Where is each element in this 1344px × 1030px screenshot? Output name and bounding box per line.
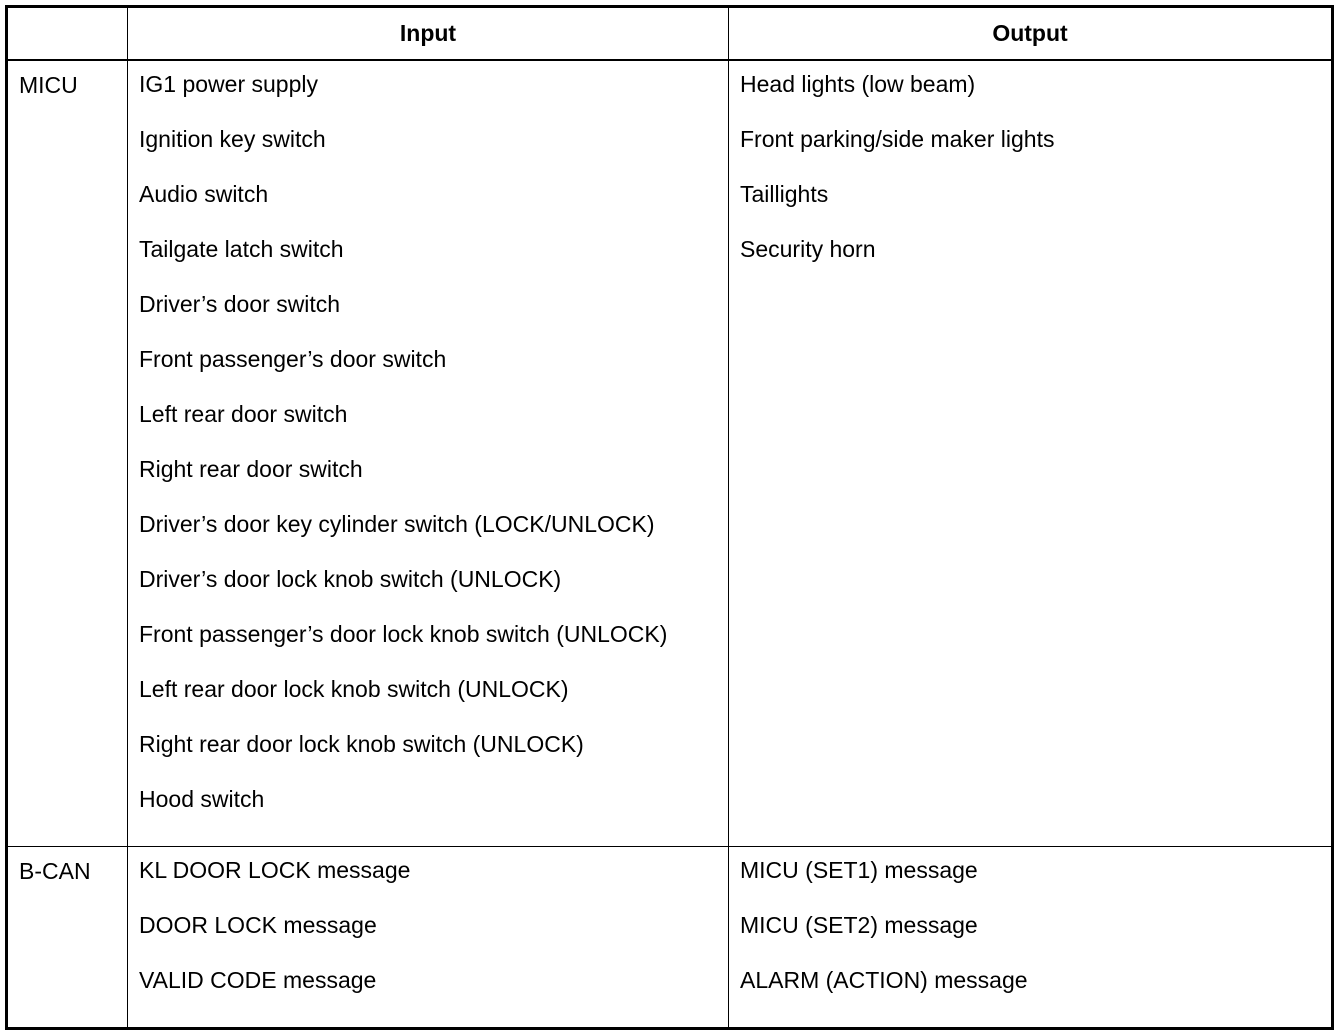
list-item: Driver’s door key cylinder switch (LOCK/UNLOCK) (139, 511, 655, 537)
table-row-micu (7, 60, 1333, 847)
list-item: Left rear door switch (139, 401, 348, 427)
list-item: IG1 power supply (139, 71, 318, 97)
list-item: Head lights (low beam) (740, 71, 976, 97)
header-group (7, 7, 128, 61)
list-item: VALID CODE message (139, 967, 377, 993)
list-item: DOOR LOCK message (139, 912, 377, 938)
list-item: MICU (SET1) message (740, 857, 978, 883)
list-item: Taillights (740, 181, 829, 207)
list-item: ALARM (ACTION) message (740, 967, 1028, 993)
list-item: KL DOOR LOCK message (139, 857, 411, 883)
list-item: Right rear door lock knob switch (UNLOCK) (139, 731, 584, 757)
list-item: Ignition key switch (139, 126, 326, 152)
list-item: Front parking/side maker lights (740, 126, 1055, 152)
input-cell (128, 60, 729, 847)
group-label: MICU (7, 60, 128, 847)
list-item: Tailgate latch switch (139, 236, 344, 262)
output-list (729, 61, 1331, 296)
output-list (729, 847, 1331, 1027)
header-input: Input (128, 7, 729, 61)
list-item: Front passenger’s door lock knob switch (UNLOCK) (139, 621, 668, 647)
list-item: Security horn (740, 236, 876, 262)
input-cell (128, 847, 729, 1029)
list-item: Right rear door switch (139, 456, 363, 482)
output-cell (729, 847, 1333, 1029)
header-row (7, 7, 1333, 61)
output-cell (729, 60, 1333, 847)
header-output: Output (729, 7, 1333, 61)
group-label: B-CAN (7, 847, 128, 1029)
input-list (128, 847, 728, 1027)
list-item: Driver’s door lock knob switch (UNLOCK) (139, 566, 562, 592)
table-row-bcan (7, 847, 1333, 1029)
input-list (128, 61, 728, 846)
list-item: Hood switch (139, 786, 265, 812)
list-item: Front passenger’s door switch (139, 346, 447, 372)
list-item: MICU (SET2) message (740, 912, 978, 938)
list-item: Audio switch (139, 181, 269, 207)
io-table (5, 5, 1334, 1030)
list-item: Left rear door lock knob switch (UNLOCK) (139, 676, 569, 702)
list-item: Driver’s door switch (139, 291, 341, 317)
